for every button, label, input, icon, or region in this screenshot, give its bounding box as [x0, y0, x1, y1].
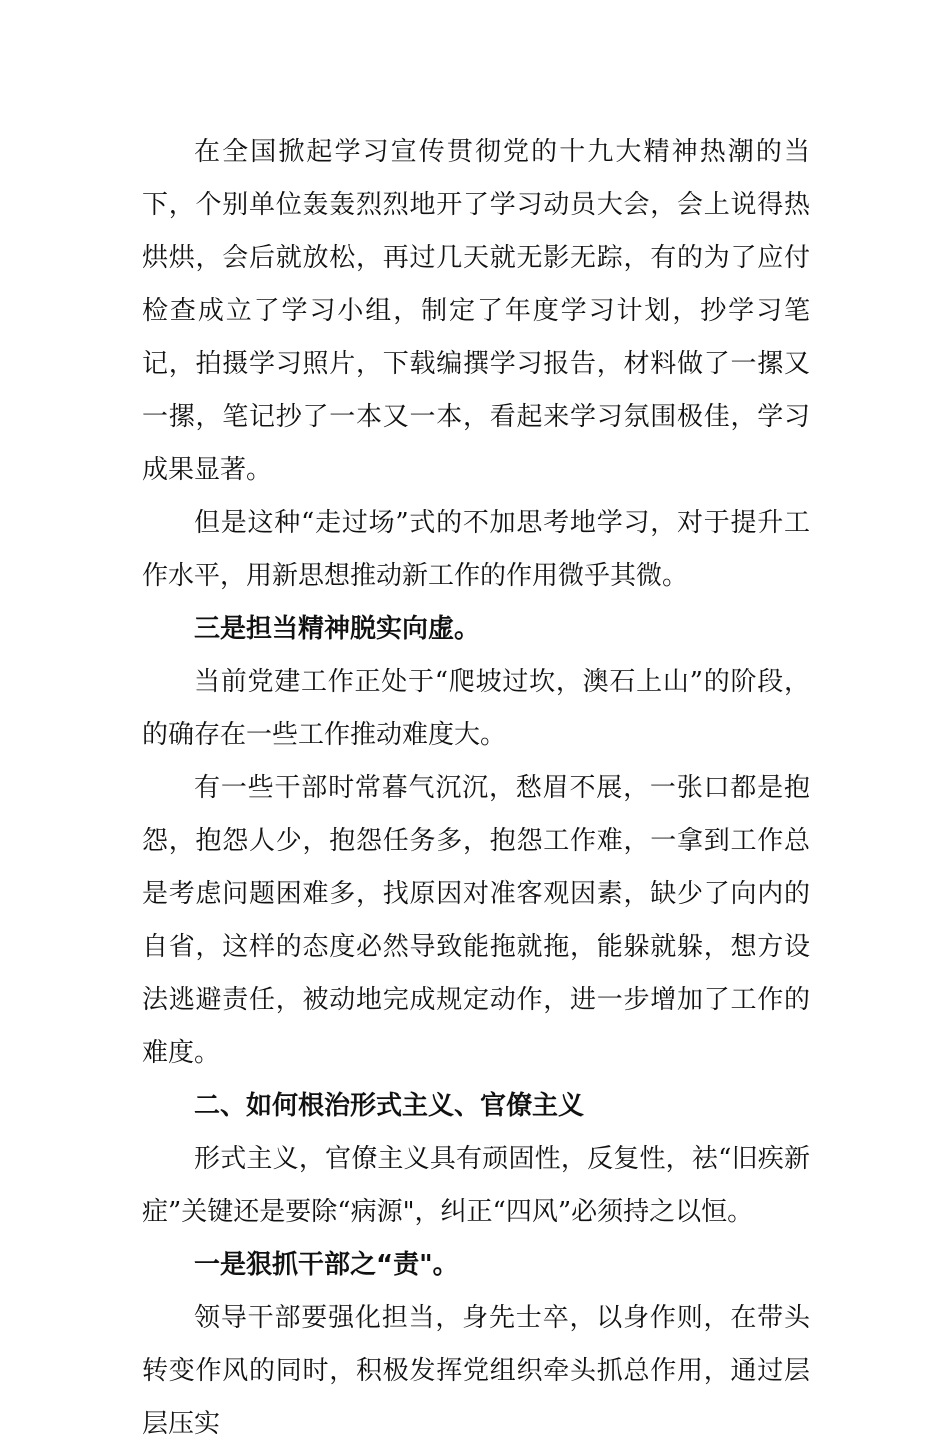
heading-cadre-responsibility: 一是狠抓干部之“责"。: [194, 1250, 459, 1280]
heading-how-to-cure: 二、如何根治形式主义、官僚主义: [194, 1091, 585, 1121]
heading-responsibility-spirit: 三是担当精神脱实向虚。: [194, 614, 481, 644]
paragraph-leading-cadres: 领导干部要强化担当，身先士卒，以身作则，在带头转变作风的同时，积极发挥党组织牵头抓总作用，通过层层压实: [142, 1303, 810, 1439]
document-page: [142, 126, 810, 1451]
paragraph-study-formalism: 在全国掀起学习宣传贯彻党的十九大精神热潮的当下，个别单位轰轰烈烈地开了学习动员大会，会上说得热烘烘，会后就放松，再过几天就无影无踪，有的为了应付检查成立了学习小组，制定了年度学习计划，抄学习笔记，拍摄学习照片，下载编撰学习报告，材料做了一摞又一摞，笔记抄了一本又一本，看起来学习氛围极佳，学习成果显著。: [142, 137, 810, 485]
paragraph-party-building-stage: 当前党建工作正处于“爬坡过坎，澳石上山”的阶段，的确存在一些工作推动难度大。: [142, 667, 810, 750]
paragraph-cadre-complaints: 有一些干部时常暮气沉沉，愁眉不展，一张口都是抱怨，抱怨人少，抱怨任务多，抱怨工作难，一拿到工作总是考虑问题困难多，找原因对准客观因素，缺少了向内的自省，这样的态度必然导致能拖就拖，能躲就躲，想方设法逃避责任，被动地完成规定动作，进一步增加了工作的难度。: [142, 773, 810, 1068]
paragraph-going-through-motions: 但是这种“走过场”式的不加思考地学习，对于提升工作水平，用新思想推动新工作的作用微乎其微。: [142, 508, 810, 591]
paragraph-stubbornness: 形式主义，官僚主义具有顽固性，反复性，祛“旧疾新症”关键还是要除“病源"，纠正“四风”必须持之以恒。: [142, 1144, 810, 1227]
